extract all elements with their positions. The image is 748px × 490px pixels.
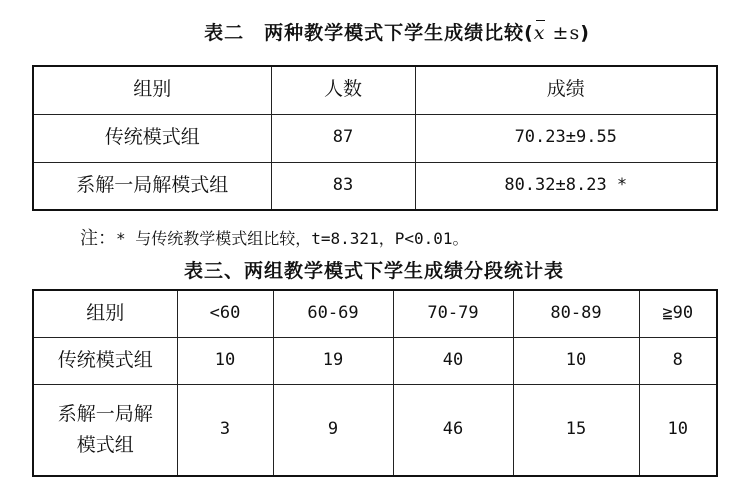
table3-cell: 传统模式组: [33, 337, 177, 384]
note-prefix: 注：: [80, 228, 116, 249]
table3-cell: 8: [639, 337, 717, 384]
table2-header-cell: 组别: [33, 66, 271, 114]
table3-header-cell: 70-79: [393, 290, 513, 337]
table3-header-cell: <60: [177, 290, 273, 337]
table2-title: [46, 18, 748, 45]
table2-cell: 系解一局解模式组: [33, 162, 271, 210]
table3-title: 表三、两组教学模式下学生成绩分段统计表: [183, 260, 564, 282]
table2-header-row: [33, 66, 717, 114]
table2-header-cell: 人数: [271, 66, 415, 114]
table2-note: [80, 224, 469, 250]
table3-cell: 46: [393, 384, 513, 476]
table2-cell: 70.23±9.55: [415, 114, 717, 162]
table-row: [33, 162, 717, 210]
table3-cell: 3: [177, 384, 273, 476]
table3-cell: 10: [513, 337, 639, 384]
xbar-symbol: x: [533, 22, 546, 44]
table3-header-cell: ≧90: [639, 290, 717, 337]
table2-title-pm: ±s: [545, 22, 581, 44]
table3-header-cell: 80-89: [513, 290, 639, 337]
note-body: * 与传统教学模式组比较，t=8.321，P<0.01。: [116, 229, 469, 248]
table2-cell: 83: [271, 162, 415, 210]
table-row: [33, 114, 717, 162]
table2-header-cell: 成绩: [415, 66, 717, 114]
table3-header-row: [33, 290, 717, 337]
table3-cell: 40: [393, 337, 513, 384]
table2-cell: 传统模式组: [33, 114, 271, 162]
group-line: 系解一局解: [57, 403, 153, 426]
table3-cell: 10: [177, 337, 273, 384]
table3-header-cell: 60-69: [273, 290, 393, 337]
table2-cell: 80.32±8.23 *: [415, 162, 717, 210]
table2-title-prefix: 表二 两种教学模式下学生成绩比较(: [204, 22, 534, 44]
table2: [32, 65, 718, 211]
table3-cell: 10: [639, 384, 717, 476]
table3: [32, 289, 718, 477]
table2-title-suffix: ): [580, 22, 590, 44]
table-row: [33, 384, 717, 476]
table-row: [33, 337, 717, 384]
group-line: 模式组: [76, 433, 134, 456]
table3-cell: 15: [513, 384, 639, 476]
table2-cell: 87: [271, 114, 415, 162]
table3-cell: [33, 384, 177, 476]
table3-header-cell: 组别: [33, 290, 177, 337]
table3-cell: 19: [273, 337, 393, 384]
table3-cell: 9: [273, 384, 393, 476]
